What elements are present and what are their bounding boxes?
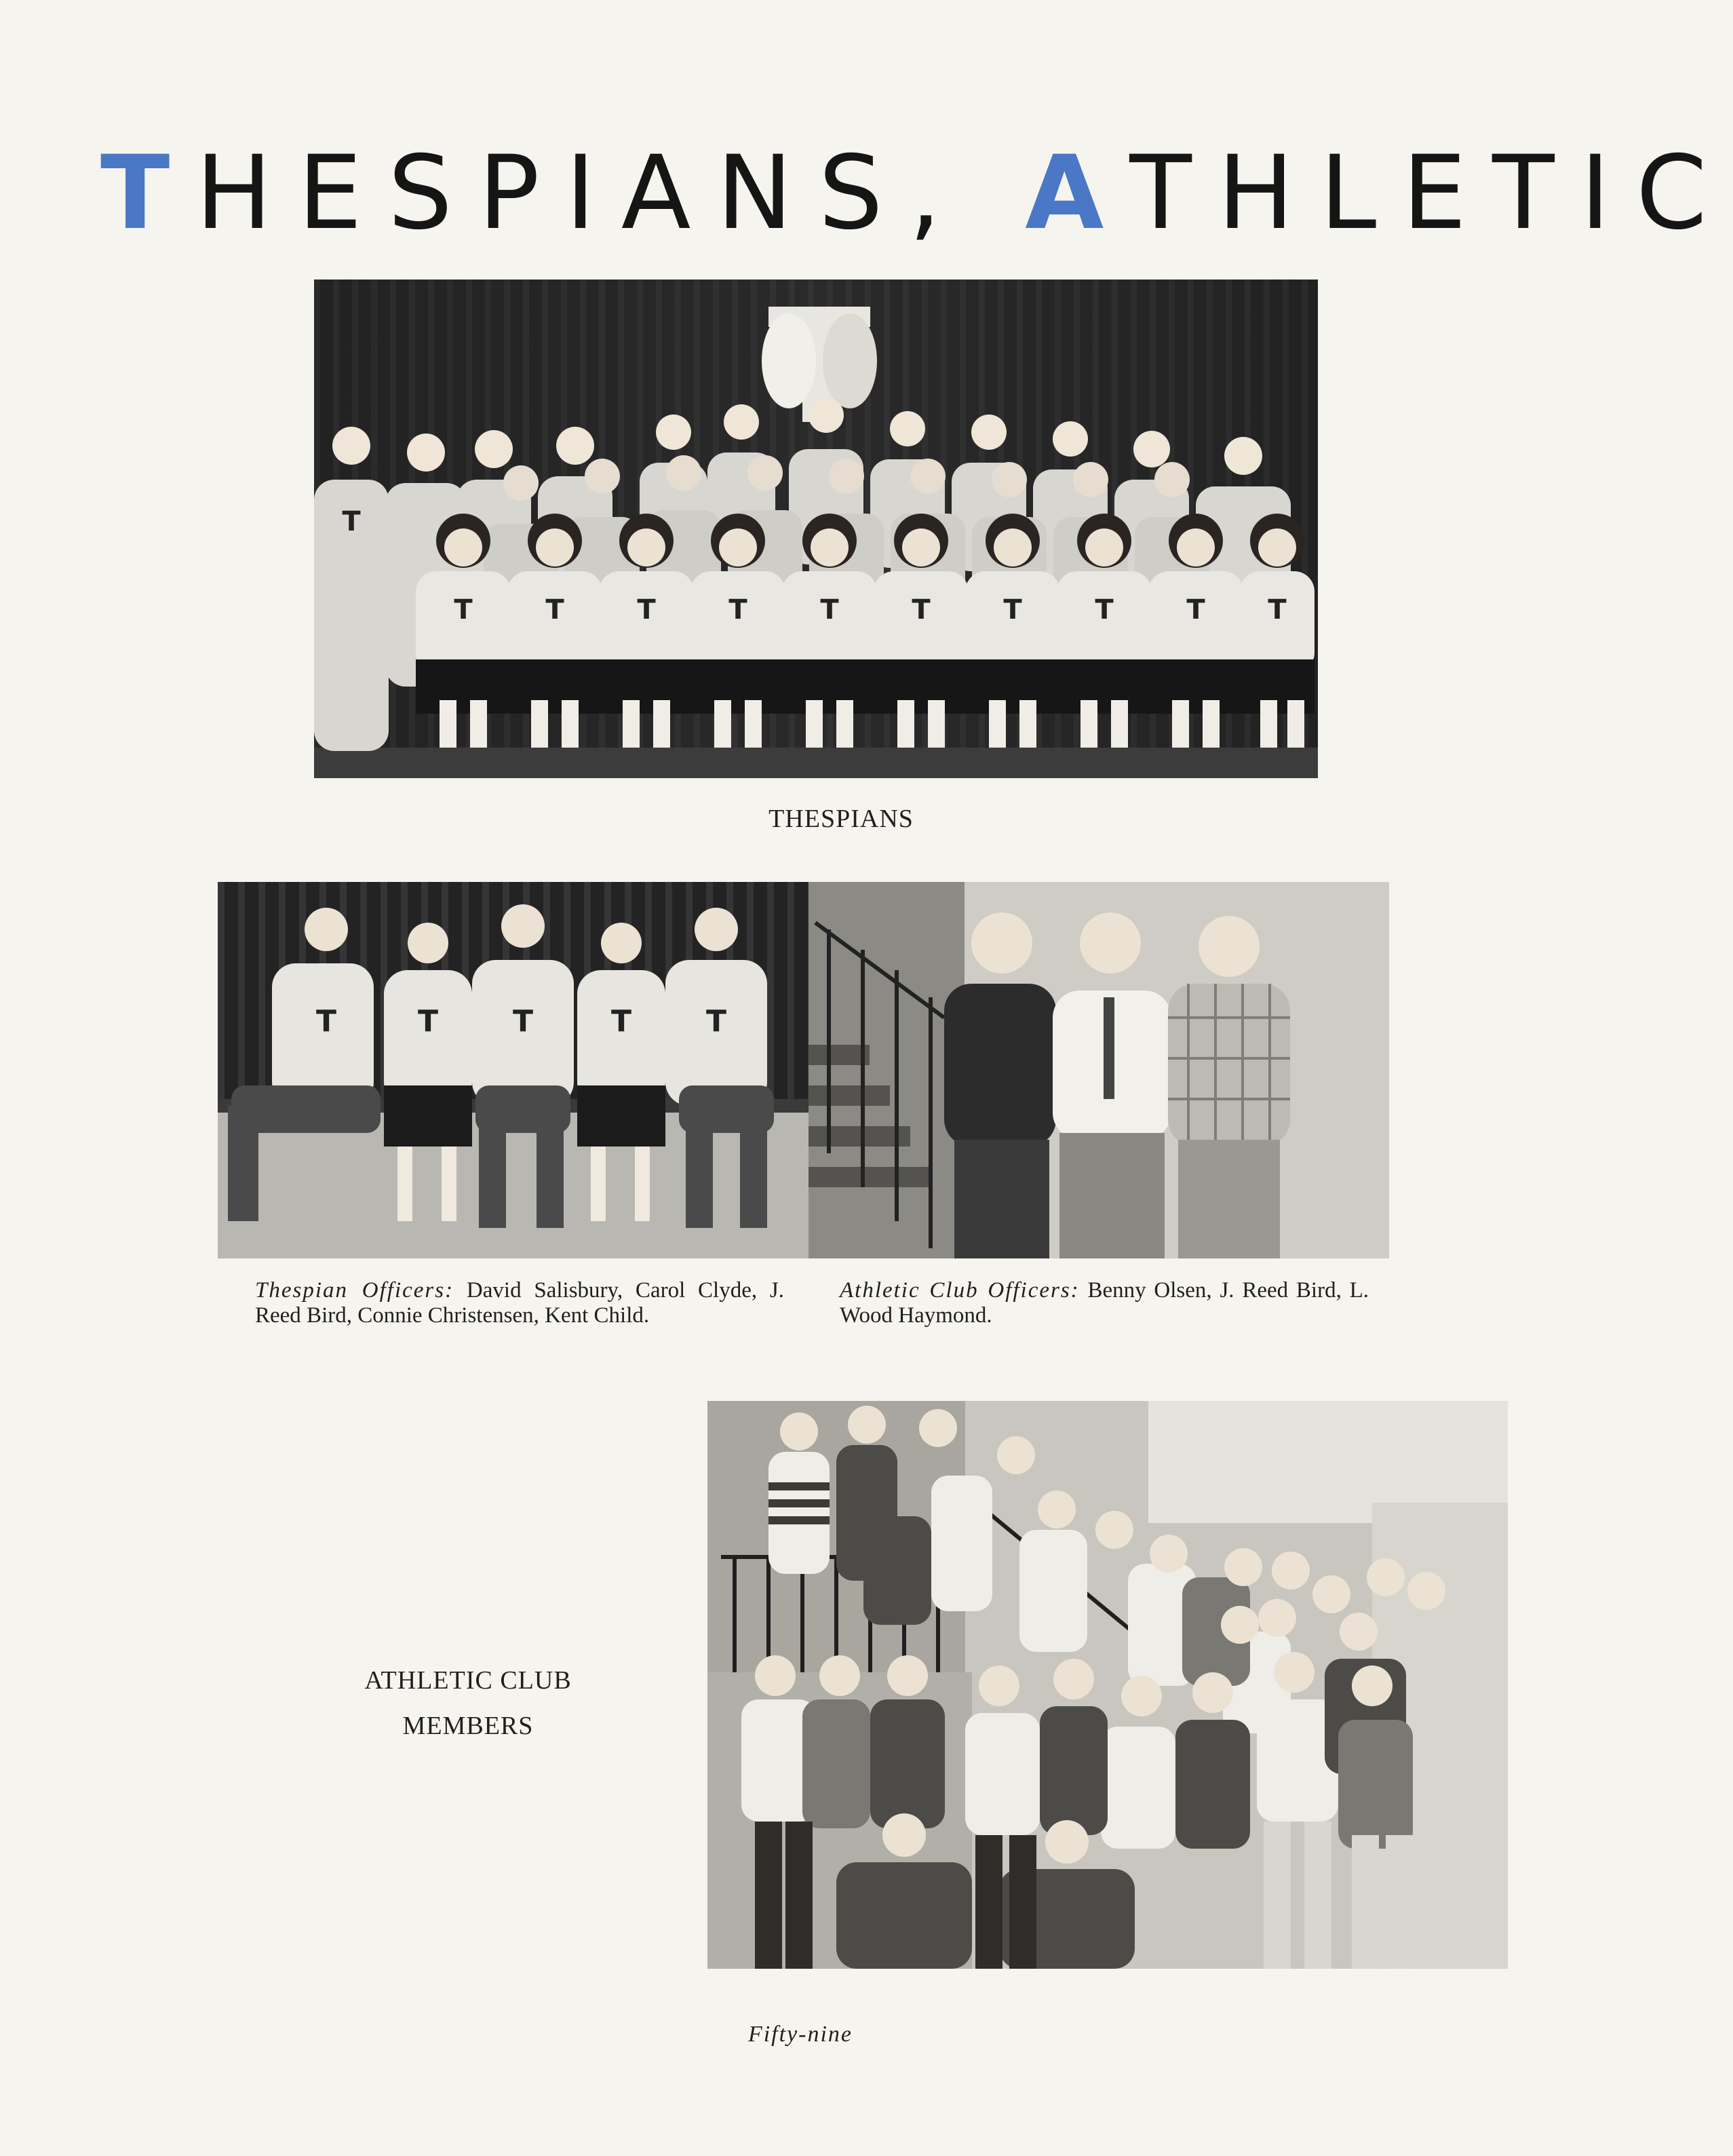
- athletic-members-caption-line1: ATHLETIC CLUB: [364, 1666, 572, 1695]
- athletic-members-illustration: [707, 1401, 1508, 1969]
- title-initial-a: A: [1025, 134, 1130, 252]
- svg-text:T: T: [315, 1004, 337, 1039]
- thespians-group-photo: [314, 280, 1318, 778]
- thespians-photo-illustration: [314, 280, 1318, 778]
- svg-text:T: T: [637, 594, 656, 625]
- thespian-officers-caption: [255, 1278, 784, 1328]
- athletic-members-photo: [707, 1401, 1508, 1969]
- thespian-officers-lead: Thespian Officers:: [255, 1278, 454, 1303]
- athletic-officers-caption: [840, 1278, 1369, 1328]
- svg-text:T: T: [728, 594, 747, 625]
- page-number: Fifty-nine: [747, 2022, 853, 2047]
- svg-text:T: T: [1003, 594, 1022, 625]
- svg-text:T: T: [1186, 594, 1205, 625]
- svg-text:T: T: [610, 1004, 632, 1039]
- svg-text:T: T: [545, 594, 564, 625]
- thespian-officers-photo: [218, 882, 809, 1258]
- svg-text:T: T: [705, 1004, 727, 1039]
- thespian-officers-illustration: [218, 882, 809, 1258]
- title-word-athletic: THLETIC: [1129, 134, 1733, 252]
- svg-text:T: T: [512, 1004, 534, 1039]
- svg-text:T: T: [912, 594, 931, 625]
- athletic-officers-illustration: [809, 882, 1389, 1258]
- svg-text:T: T: [1095, 594, 1114, 625]
- thespians-caption: THESPIANS: [768, 805, 914, 833]
- thespian-officers-names: David Salisbury, Carol Clyde, J. Reed Bird, Connie Christensen, Kent Child.: [255, 1278, 785, 1328]
- title-word-thespians: HESPIANS,: [195, 134, 967, 252]
- athletic-officers-photo: [809, 882, 1389, 1258]
- athletic-officers-lead: Athletic Club Officers:: [840, 1278, 1080, 1303]
- athletic-officers-names: Benny Olsen, J. Reed Bird, L. Wood Haymond.: [840, 1278, 1369, 1328]
- svg-text:T: T: [1268, 594, 1287, 625]
- svg-text:T: T: [417, 1004, 439, 1039]
- svg-text:T: T: [820, 594, 839, 625]
- athletic-members-caption-line2: MEMBERS: [402, 1712, 534, 1740]
- svg-text:T: T: [342, 506, 361, 537]
- page-title: [100, 134, 1733, 252]
- title-initial-t: T: [100, 134, 196, 252]
- svg-text:T: T: [454, 594, 473, 625]
